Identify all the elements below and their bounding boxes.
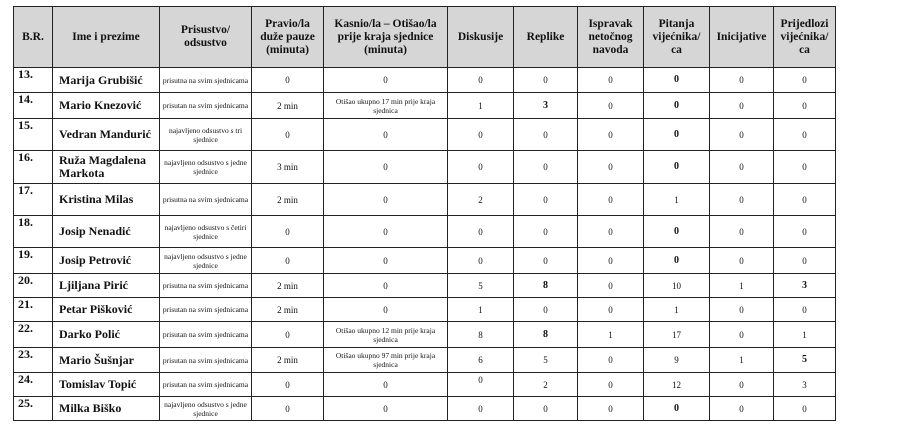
member-name: Petar Pišković — [53, 298, 160, 322]
initiatives-cell: 0 — [710, 119, 774, 151]
member-name: Darko Polić — [53, 322, 160, 348]
discussions-cell: 0 — [448, 119, 514, 151]
discussions-cell: 1 — [448, 93, 514, 119]
late-left-early-cell: 0 — [324, 397, 448, 421]
attendance-cell: prisutan na svim sjednicama — [160, 373, 252, 397]
attendance-cell: najavljeno odsustvo s jedne sjednice — [160, 397, 252, 421]
proposals-cell: 0 — [774, 397, 836, 421]
table-row — [14, 248, 836, 274]
row-number: 18. — [14, 216, 53, 248]
replies-cell: 0 — [514, 216, 578, 248]
discussions-cell: 0 — [448, 151, 514, 184]
attendance-cell: prisutan na svim sjednicama — [160, 93, 252, 119]
long-breaks-cell: 0 — [252, 397, 324, 421]
attendance-cell: najavljeno odsustvo s tri sjednice — [160, 119, 252, 151]
initiatives-cell: 0 — [710, 184, 774, 216]
proposals-cell: 1 — [774, 322, 836, 348]
row-number: 15. — [14, 119, 53, 151]
discussions-cell: 1 — [448, 298, 514, 322]
discussions-cell: 0 — [448, 216, 514, 248]
replies-cell: 5 — [514, 348, 578, 373]
questions-cell: 0 — [644, 248, 710, 274]
col-header-br: B.R. — [14, 7, 53, 68]
col-header-attendance: Prisustvo/ odsustvo — [160, 7, 252, 68]
initiatives-cell: 0 — [710, 216, 774, 248]
member-name: Marija Grubišić — [53, 68, 160, 93]
corrections-cell: 0 — [578, 151, 644, 184]
initiatives-cell: 1 — [710, 348, 774, 373]
questions-cell: 12 — [644, 373, 710, 397]
row-number: 13. — [14, 68, 53, 93]
corrections-cell: 0 — [578, 119, 644, 151]
col-header-proposals: Prijedlozi vijećnika/ ca — [774, 7, 836, 68]
replies-cell: 2 — [514, 373, 578, 397]
replies-cell: 3 — [514, 93, 578, 119]
late-left-early-cell: 0 — [324, 68, 448, 93]
questions-cell: 0 — [644, 216, 710, 248]
long-breaks-cell: 0 — [252, 119, 324, 151]
table-row — [14, 216, 836, 248]
long-breaks-cell: 0 — [252, 68, 324, 93]
table-row — [14, 68, 836, 93]
council-activity-table — [13, 6, 836, 421]
initiatives-cell: 0 — [710, 68, 774, 93]
attendance-cell: prisutna na svim sjednicama — [160, 68, 252, 93]
proposals-cell: 0 — [774, 184, 836, 216]
late-left-early-cell: Otišao ukupno 12 min prije kraja sjednica — [324, 322, 448, 348]
discussions-cell: 0 — [448, 397, 514, 421]
long-breaks-cell: 0 — [252, 322, 324, 348]
replies-cell: 8 — [514, 322, 578, 348]
late-left-early-cell: 0 — [324, 119, 448, 151]
long-breaks-cell: 0 — [252, 216, 324, 248]
corrections-cell: 0 — [578, 298, 644, 322]
questions-cell: 0 — [644, 397, 710, 421]
row-number: 24. — [14, 373, 53, 397]
corrections-cell: 0 — [578, 274, 644, 298]
col-header-late-left-early: Kasnio/la – Otišao/la prije kraja sjednice (minuta) — [324, 7, 448, 68]
row-number: 23. — [14, 348, 53, 373]
replies-cell: 0 — [514, 397, 578, 421]
questions-cell: 0 — [644, 151, 710, 184]
proposals-cell: 3 — [774, 274, 836, 298]
row-number: 21. — [14, 298, 53, 322]
attendance-cell: prisutan na svim sjednicama — [160, 348, 252, 373]
row-number: 22. — [14, 322, 53, 348]
member-name: Kristina Milas — [53, 184, 160, 216]
proposals-cell: 0 — [774, 216, 836, 248]
late-left-early-cell: 0 — [324, 298, 448, 322]
table-row — [14, 184, 836, 216]
attendance-cell: najavljeno odsustvo s četiri sjednice — [160, 216, 252, 248]
col-header-name: Ime i prezime — [53, 7, 160, 68]
proposals-cell: 0 — [774, 248, 836, 274]
initiatives-cell: 0 — [710, 248, 774, 274]
replies-cell: 0 — [514, 119, 578, 151]
row-number: 20. — [14, 274, 53, 298]
replies-cell: 0 — [514, 184, 578, 216]
corrections-cell: 0 — [578, 68, 644, 93]
header-row — [14, 7, 836, 68]
member-name: Ruža Magdalena Markota — [53, 151, 160, 184]
discussions-cell: 0 — [448, 68, 514, 93]
table-row — [14, 151, 836, 184]
col-header-initiatives: Inicijative — [710, 7, 774, 68]
long-breaks-cell: 0 — [252, 248, 324, 274]
member-name: Milka Biško — [53, 397, 160, 421]
initiatives-cell: 0 — [710, 397, 774, 421]
discussions-cell: 6 — [448, 348, 514, 373]
proposals-cell: 0 — [774, 68, 836, 93]
member-name: Josip Petrović — [53, 248, 160, 274]
initiatives-cell: 1 — [710, 274, 774, 298]
replies-cell: 0 — [514, 151, 578, 184]
corrections-cell: 0 — [578, 93, 644, 119]
long-breaks-cell: 2 min — [252, 93, 324, 119]
attendance-cell: prisutan na svim sjednicama — [160, 322, 252, 348]
row-number: 14. — [14, 93, 53, 119]
table-row — [14, 119, 836, 151]
table-row — [14, 348, 836, 373]
corrections-cell: 0 — [578, 184, 644, 216]
corrections-cell: 0 — [578, 348, 644, 373]
corrections-cell: 0 — [578, 216, 644, 248]
late-left-early-cell: 0 — [324, 373, 448, 397]
questions-cell: 0 — [644, 93, 710, 119]
attendance-cell: prisutan na svim sjednicama — [160, 298, 252, 322]
proposals-cell: 0 — [774, 151, 836, 184]
table-row — [14, 274, 836, 298]
replies-cell: 0 — [514, 298, 578, 322]
initiatives-cell: 0 — [710, 298, 774, 322]
table-row — [14, 373, 836, 397]
proposals-cell: 0 — [774, 119, 836, 151]
col-header-corrections: Ispravak netočnog navoda — [578, 7, 644, 68]
initiatives-cell: 0 — [710, 373, 774, 397]
proposals-cell: 5 — [774, 348, 836, 373]
questions-cell: 9 — [644, 348, 710, 373]
replies-cell: 8 — [514, 274, 578, 298]
corrections-cell: 1 — [578, 322, 644, 348]
discussions-cell: 5 — [448, 274, 514, 298]
corrections-cell: 0 — [578, 248, 644, 274]
late-left-early-cell: Otišao ukupno 17 min prije kraja sjednica — [324, 93, 448, 119]
late-left-early-cell: Otišao ukupno 97 min prije kraja sjednica — [324, 348, 448, 373]
discussions-cell: 8 — [448, 322, 514, 348]
member-name: Josip Nenadić — [53, 216, 160, 248]
row-number: 17. — [14, 184, 53, 216]
late-left-early-cell: 0 — [324, 151, 448, 184]
replies-cell: 0 — [514, 248, 578, 274]
proposals-cell: 0 — [774, 298, 836, 322]
long-breaks-cell: 2 min — [252, 298, 324, 322]
long-breaks-cell: 2 min — [252, 348, 324, 373]
initiatives-cell: 0 — [710, 322, 774, 348]
proposals-cell: 0 — [774, 93, 836, 119]
discussions-cell: 0 — [448, 373, 514, 397]
questions-cell: 1 — [644, 298, 710, 322]
late-left-early-cell: 0 — [324, 248, 448, 274]
table-row — [14, 93, 836, 119]
member-name: Ljiljana Pirić — [53, 274, 160, 298]
col-header-long-breaks: Pravio/la duže pauze (minuta) — [252, 7, 324, 68]
questions-cell: 10 — [644, 274, 710, 298]
discussions-cell: 0 — [448, 248, 514, 274]
questions-cell: 0 — [644, 68, 710, 93]
discussions-cell: 2 — [448, 184, 514, 216]
corrections-cell: 0 — [578, 373, 644, 397]
questions-cell: 0 — [644, 119, 710, 151]
late-left-early-cell: 0 — [324, 274, 448, 298]
long-breaks-cell: 3 min — [252, 151, 324, 184]
long-breaks-cell: 2 min — [252, 274, 324, 298]
attendance-cell: prisutna na svim sjednicama — [160, 274, 252, 298]
long-breaks-cell: 0 — [252, 373, 324, 397]
col-header-replies: Replike — [514, 7, 578, 68]
council-activity-table-wrapper — [13, 6, 836, 421]
attendance-cell: prisutna na svim sjednicama — [160, 184, 252, 216]
questions-cell: 17 — [644, 322, 710, 348]
row-number: 25. — [14, 397, 53, 421]
proposals-cell: 3 — [774, 373, 836, 397]
questions-cell: 1 — [644, 184, 710, 216]
member-name: Vedran Mandurić — [53, 119, 160, 151]
row-number: 19. — [14, 248, 53, 274]
col-header-discussions: Diskusije — [448, 7, 514, 68]
row-number: 16. — [14, 151, 53, 184]
attendance-cell: najavljeno odsustvo s jedne sjednice — [160, 248, 252, 274]
table-row — [14, 322, 836, 348]
member-name: Tomislav Topić — [53, 373, 160, 397]
corrections-cell: 0 — [578, 397, 644, 421]
member-name: Mario Knezović — [53, 93, 160, 119]
replies-cell: 0 — [514, 68, 578, 93]
initiatives-cell: 0 — [710, 151, 774, 184]
long-breaks-cell: 2 min — [252, 184, 324, 216]
initiatives-cell: 0 — [710, 93, 774, 119]
member-name: Mario Šušnjar — [53, 348, 160, 373]
table-row — [14, 397, 836, 421]
table-row — [14, 298, 836, 322]
attendance-cell: najavljeno odsustvo s jedne sjednice — [160, 151, 252, 184]
late-left-early-cell: 0 — [324, 184, 448, 216]
late-left-early-cell: 0 — [324, 216, 448, 248]
col-header-questions: Pitanja vijećnika/ ca — [644, 7, 710, 68]
